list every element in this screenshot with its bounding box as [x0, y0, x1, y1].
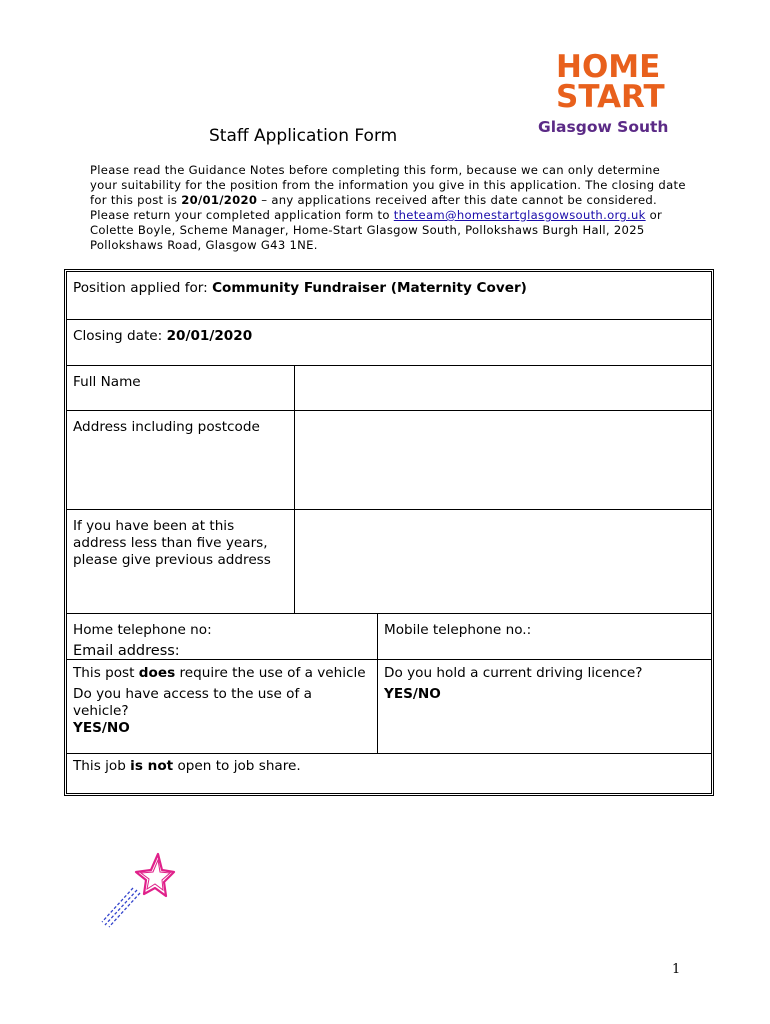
email-address-label: Email address:: [73, 643, 180, 659]
vehicle-text-post: require the use of a vehicle: [175, 665, 366, 681]
job-share-post: open to job share.: [173, 758, 301, 774]
vehicle-access-cell[interactable]: [67, 660, 378, 753]
intro-closing-date: 20/01/2020: [181, 193, 258, 207]
position-row: [67, 272, 711, 320]
application-form-table: [64, 269, 714, 796]
intro-text-3: or Colette Boyle, Scheme Manager, Home-Start Glasgow South, Pollokshaws Burgh Hall, 2025 Pollokshaws Road, Glasgow G43 1NE.: [90, 208, 663, 252]
driving-licence-yes-no[interactable]: YES/NO: [384, 686, 441, 702]
driving-licence-question: Do you hold a current driving licence?: [384, 665, 643, 681]
home-telephone-cell[interactable]: [67, 614, 378, 659]
vehicle-access-yes-no[interactable]: YES/NO: [73, 720, 130, 736]
address-row: [67, 411, 711, 510]
intro-text-2: – any applications received after this date cannot be considered. Please return your completed application form to: [90, 193, 658, 222]
closing-date-row: [67, 320, 711, 366]
closing-date-cell[interactable]: [67, 320, 711, 365]
job-share-bold: is not: [130, 758, 174, 774]
mobile-telephone-cell[interactable]: [378, 614, 711, 659]
position-value: Community Fundraiser (Maternity Cover): [212, 280, 527, 296]
position-label: Position applied for:: [73, 280, 213, 296]
job-share-row: [67, 754, 711, 793]
previous-address-field[interactable]: [295, 510, 711, 613]
address-field[interactable]: [295, 411, 711, 509]
home-start-logo: [538, 49, 669, 136]
page-number: 1: [672, 962, 681, 977]
mobile-telephone-label: Mobile telephone no.:: [384, 622, 532, 638]
driving-licence-cell[interactable]: [378, 660, 711, 753]
vehicle-text-bold: does: [138, 665, 176, 681]
logo-start: START: [556, 79, 665, 115]
full-name-field[interactable]: [295, 366, 711, 410]
logo-subtitle: Glasgow South: [538, 118, 669, 136]
full-name-label: Full Name: [67, 366, 295, 410]
job-share-cell: [67, 754, 711, 793]
vehicle-access-question: Do you have access to the use of a vehicle?: [73, 686, 312, 719]
vehicle-row: [67, 660, 711, 754]
job-share-pre: This job: [73, 758, 131, 774]
email-link[interactable]: theteam@homestartglasgowsouth.org.uk: [393, 208, 646, 222]
previous-address-row: [67, 510, 711, 614]
intro-text-1: Please read the Guidance Notes before completing this form, because we can only determine your suitability for the position from the information you give in this application. The closing date for this post is: [90, 163, 686, 207]
intro-paragraph: [90, 163, 690, 253]
page-title: Staff Application Form: [209, 126, 398, 146]
vehicle-text-pre: This post: [73, 665, 139, 681]
address-label: Address including postcode: [67, 411, 295, 509]
logo-home: HOME: [556, 49, 661, 85]
home-telephone-label: Home telephone no:: [73, 622, 212, 638]
closing-date-value: 20/01/2020: [166, 328, 253, 344]
contact-row: [67, 614, 711, 660]
full-name-row: [67, 366, 711, 411]
position-cell[interactable]: [67, 272, 711, 319]
closing-date-label: Closing date:: [73, 328, 167, 344]
previous-address-label: If you have been at this address less than five years, please give previous address: [67, 510, 295, 613]
shooting-star-icon: [100, 852, 180, 932]
